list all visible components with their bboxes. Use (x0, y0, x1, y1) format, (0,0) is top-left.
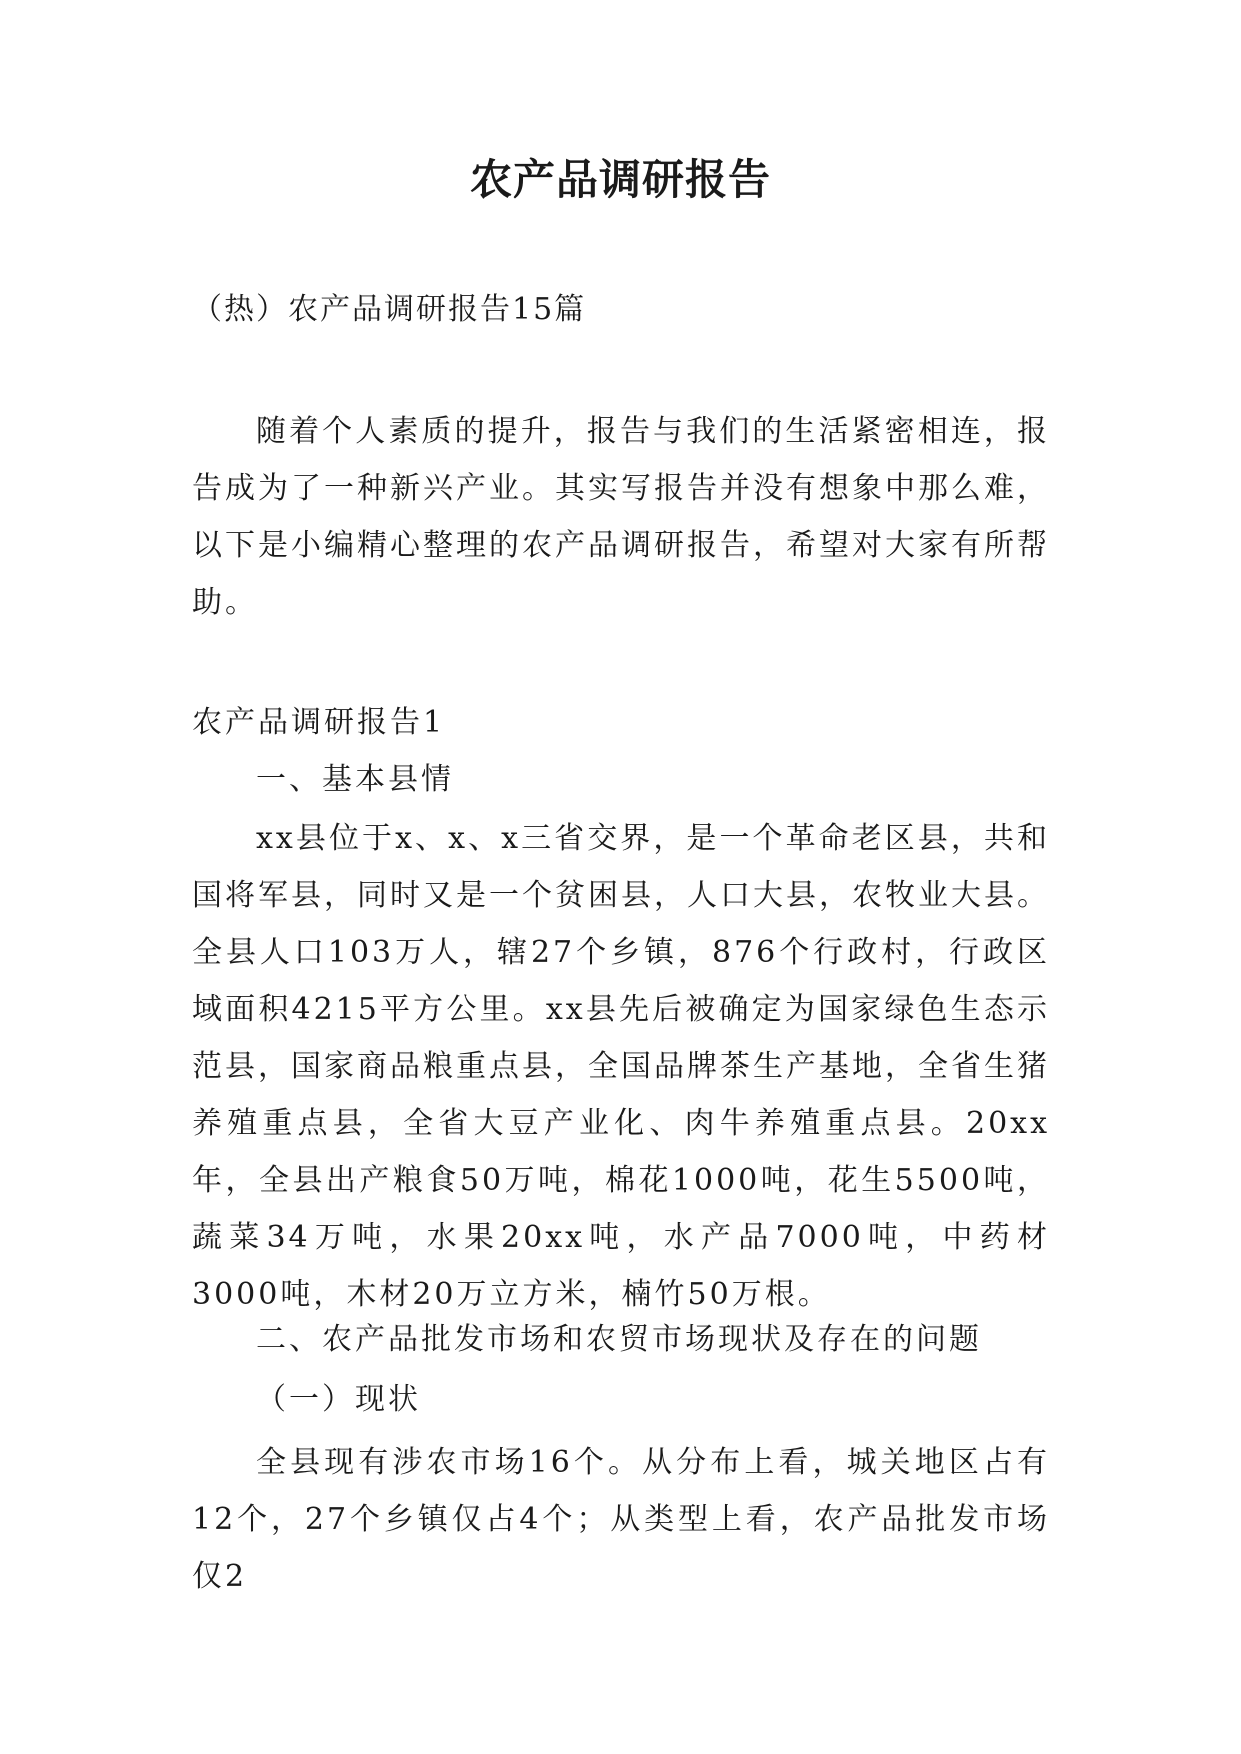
heading-basic-county-info: 一、基本县情 (256, 762, 454, 797)
report-title: 农产品调研报告1 (192, 705, 446, 740)
paragraph-market-status: 全县现有涉农市场16个。从分布上看，城关地区占有12个，27个乡镇仅占4个；从类型上看，农产品批发市场仅2 (192, 1445, 1050, 1594)
intro-paragraph: 随着个人素质的提升，报告与我们的生活紧密相连，报告成为了一种新兴产业。其实写报告并没有想象中那么难，以下是小编精心整理的农产品调研报告，希望对大家有所帮助。 (192, 414, 1050, 620)
subheading-current-status: （一）现状 (256, 1382, 421, 1417)
paragraph-county-info: xx县位于x、x、x三省交界，是一个革命老区县，共和国将军县，同时又是一个贫困县，人口大县，农牧业大县。全县人口103万人，辖27个乡镇，876个行政村，行政区域面积4215平方公里。xx县先后被确定为国家绿色生态示范县，国家商品粮重点县，全国品牌茶生产基地，全省生猪养殖重点县，全省大豆产业化、肉牛养殖重点县。20xx年，全县出产粮食50万吨，棉花1000吨，花生5500吨，蔬菜34万吨，水果20xx吨，水产品7000吨，中药材3000吨，木材20万立方米，楠竹50万根。 (192, 821, 1050, 1312)
heading-market-status: 二、农产品批发市场和农贸市场现状及存在的问题 (256, 1322, 982, 1357)
document-title: 农产品调研报告 (469, 155, 771, 204)
document-subtitle: （热）农产品调研报告15篇 (192, 292, 587, 327)
